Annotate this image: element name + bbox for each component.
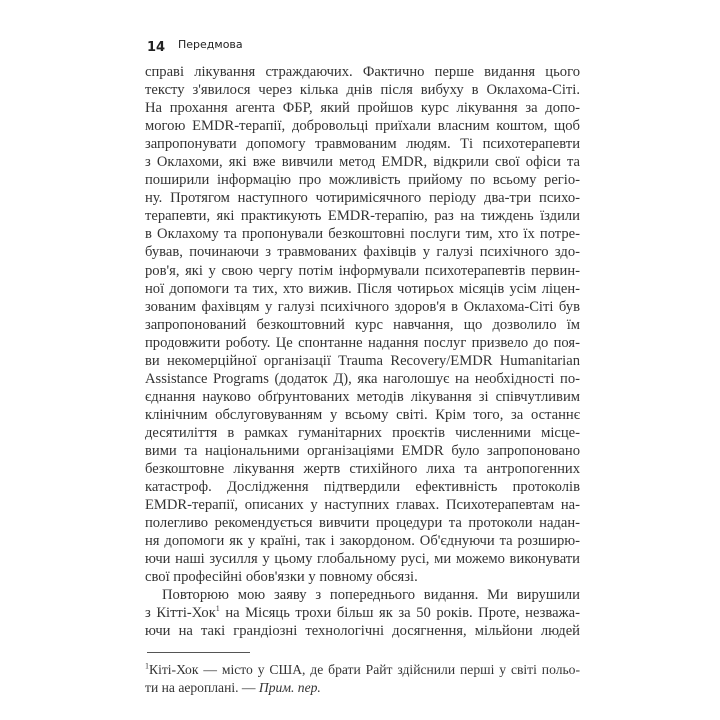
text-line: На прохання агента ФБР, який пройшов курс лікування за допо- bbox=[145, 100, 580, 117]
text-line: ної допомоги та тих, хто вижив. Після чотирьох місяців усім ліцен- bbox=[145, 280, 580, 297]
text-line: EMDR-терапії, описаних у наступних главах. Психотерапевтам на- bbox=[145, 497, 580, 514]
text-line: Повторюю мою заяву з попереднього видання. Ми вирушили bbox=[162, 587, 580, 604]
text-line: в Оклахому та пропонували безкоштовні послуги тим, хто їх потре- bbox=[145, 226, 580, 243]
footnote-text: ти на аероплані. — bbox=[145, 680, 256, 695]
text-line: запропонувати допомогу травмованим людям. Ті психотерапевти bbox=[145, 136, 580, 153]
text-line: ви некомерційної організації Trauma Recovery/EMDR Humanitarian bbox=[145, 352, 580, 369]
section-title: Передмова bbox=[178, 38, 243, 51]
text-line bbox=[145, 604, 580, 622]
text-line: могою EMDR-терапії, добровольці приїхали власним коштом, щоб bbox=[145, 118, 580, 135]
text-line: безкоштовне лікування жертв стихійного лиха та антропогенних bbox=[145, 461, 580, 478]
text-line: єднання науково обґрунтованих методів лікування зі співчутливим bbox=[145, 388, 580, 405]
translator-note: Прим. пер. bbox=[258, 680, 321, 695]
footnote-line bbox=[145, 661, 580, 679]
text-line: катастроф. Дослідження підтвердили ефективність протоколів bbox=[145, 479, 580, 496]
footnote-mark: 1 bbox=[145, 661, 149, 671]
text-line: з Оклахоми, які вже вивчили метод EMDR, відкрили свої офіси та bbox=[145, 154, 580, 171]
text-line: бував, починаючи з травмованих фахівців у галузі психічного здо- bbox=[145, 244, 580, 261]
text-segment: з Кітті-Хок bbox=[145, 605, 216, 622]
text-line: ючи на такі грандіозні технологічні досягнення, мільйони людей bbox=[145, 623, 580, 640]
body-text bbox=[145, 63, 580, 641]
text-line: запропонований безкоштовний курс навчання, що дозволило їм bbox=[145, 316, 580, 333]
page-number: 14 bbox=[147, 40, 166, 55]
text-segment: на Місяць трохи більш як за 50 років. Проте, незважа- bbox=[219, 605, 580, 622]
text-line: продовжити роботу. Це спонтанне надання послуг призвело до поя- bbox=[145, 334, 580, 351]
text-line: десятиліття в рамках гуманітарних проєктів численними місце- bbox=[145, 424, 580, 441]
text-line: ня допомоги як у країні, так і закордоном. Об'єднуючи та розширю- bbox=[145, 533, 580, 550]
footnote-text: Кіті-Хок — місто у США, де брати Райт здійснили перші у світі польо- bbox=[149, 662, 580, 677]
text-line: вими та національними організаціями EMDR було запропоновано bbox=[145, 442, 580, 459]
text-line: клінічним обслуговуванням у всьому світі. Крім того, за останнє bbox=[145, 406, 580, 423]
footnote-rule bbox=[147, 652, 250, 653]
running-header bbox=[147, 36, 243, 55]
text-line: Assistance Programs (додаток Д), яка наголошує на необхідності по- bbox=[145, 370, 580, 387]
text-line: свої професійні обов'язки у повному обсязі. bbox=[145, 569, 418, 586]
text-line: ючи наші зусилля у цьому глобальному русі, ми можемо виконувати bbox=[145, 551, 580, 568]
text-line: поширили інформацію про можливість прийому по всьому регіо- bbox=[145, 172, 580, 189]
footnote-reference[interactable]: 1 bbox=[215, 604, 220, 614]
text-line: полегливо рекомендується вивчити процедури та протоколи надан- bbox=[145, 515, 580, 532]
text-line: терапевти, які практикують EMDR-терапію, раз на тиждень їздили bbox=[145, 208, 580, 225]
text-line: зованим фахівцям у галузі психічного здоров'я в Оклахома-Сіті був bbox=[145, 298, 580, 315]
text-line: справі лікування страждаючих. Фактично перше видання цього bbox=[145, 64, 580, 80]
text-line: ну. Протягом наступного чотиримісячного періоду два-три психо- bbox=[145, 190, 580, 207]
footnote-line bbox=[145, 679, 580, 697]
text-line: тексту з'явилося через кілька днів після вибуху в Оклахома-Сіті. bbox=[145, 82, 580, 99]
text-line: ров'я, які у свою чергу потім інформували психотерапевтів первин- bbox=[145, 262, 580, 279]
footnote bbox=[145, 661, 580, 697]
